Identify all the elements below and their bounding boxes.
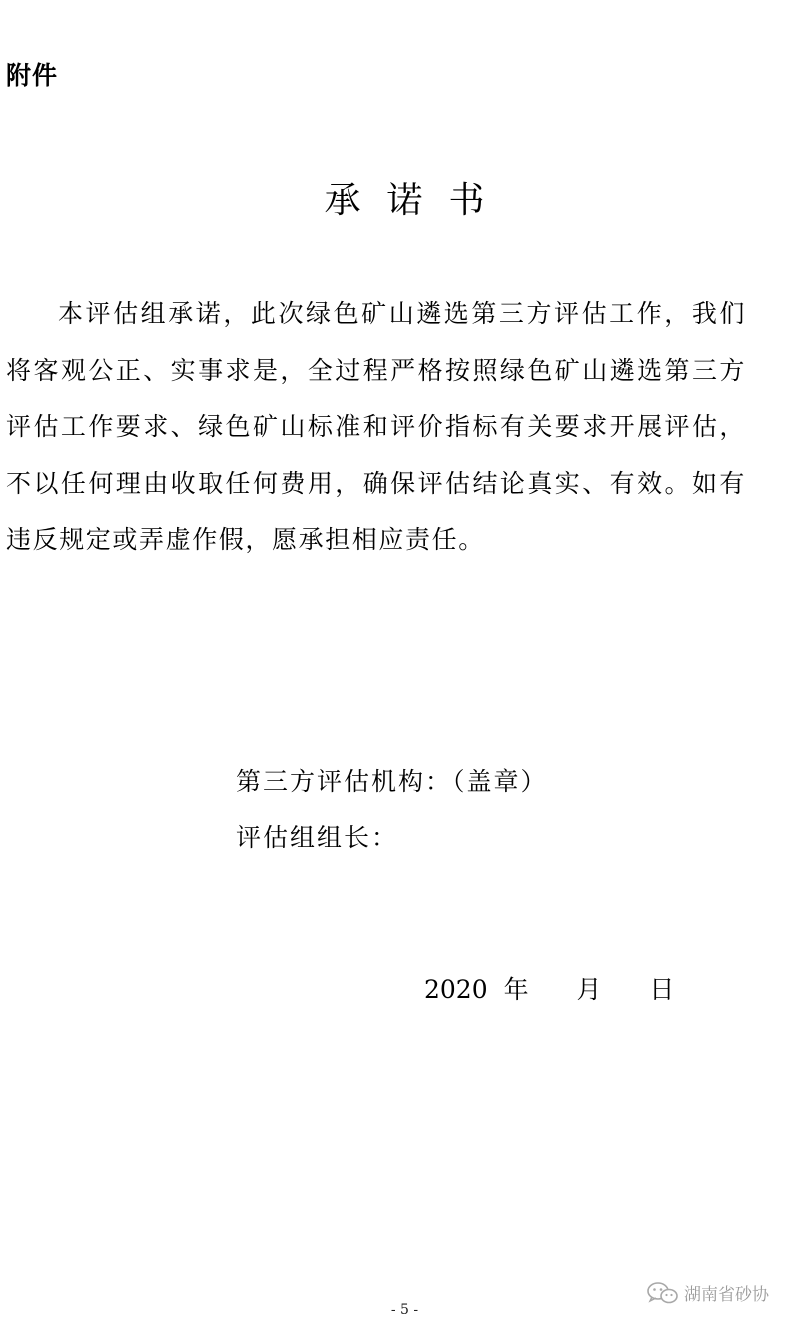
watermark: [646, 1280, 769, 1305]
date-year: 2020: [424, 975, 488, 1004]
attachment-label: 附件: [6, 61, 59, 90]
date-line: [424, 970, 674, 1006]
date-day-unit: 日: [649, 975, 675, 1004]
date-year-unit: 年: [503, 975, 529, 1004]
page-number: - 5 -: [390, 1302, 419, 1318]
watermark-text: 湖南省砂协: [684, 1285, 769, 1305]
date-month-unit: 月: [576, 975, 602, 1004]
commitment-paragraph: 本评估组承诺，此次绿色矿山遴选第三方评估工作，我们将客观公正、实事求是，全过程严格按照绿色矿山遴选第三方评估工作要求、绿色矿山标准和评价指标有关要求开展评估，不以任何理由收取任何费用，确保评估结论真实、有效。如有违反规定或弄虚作假，愿承担相应责任。: [6, 299, 746, 554]
organization-seal-label: 第三方评估机构：（盖章）: [236, 767, 548, 796]
document-title: 承诺书: [324, 180, 511, 221]
wechat-icon: [646, 1281, 680, 1305]
team-leader-label: 评估组组长：: [236, 823, 399, 852]
